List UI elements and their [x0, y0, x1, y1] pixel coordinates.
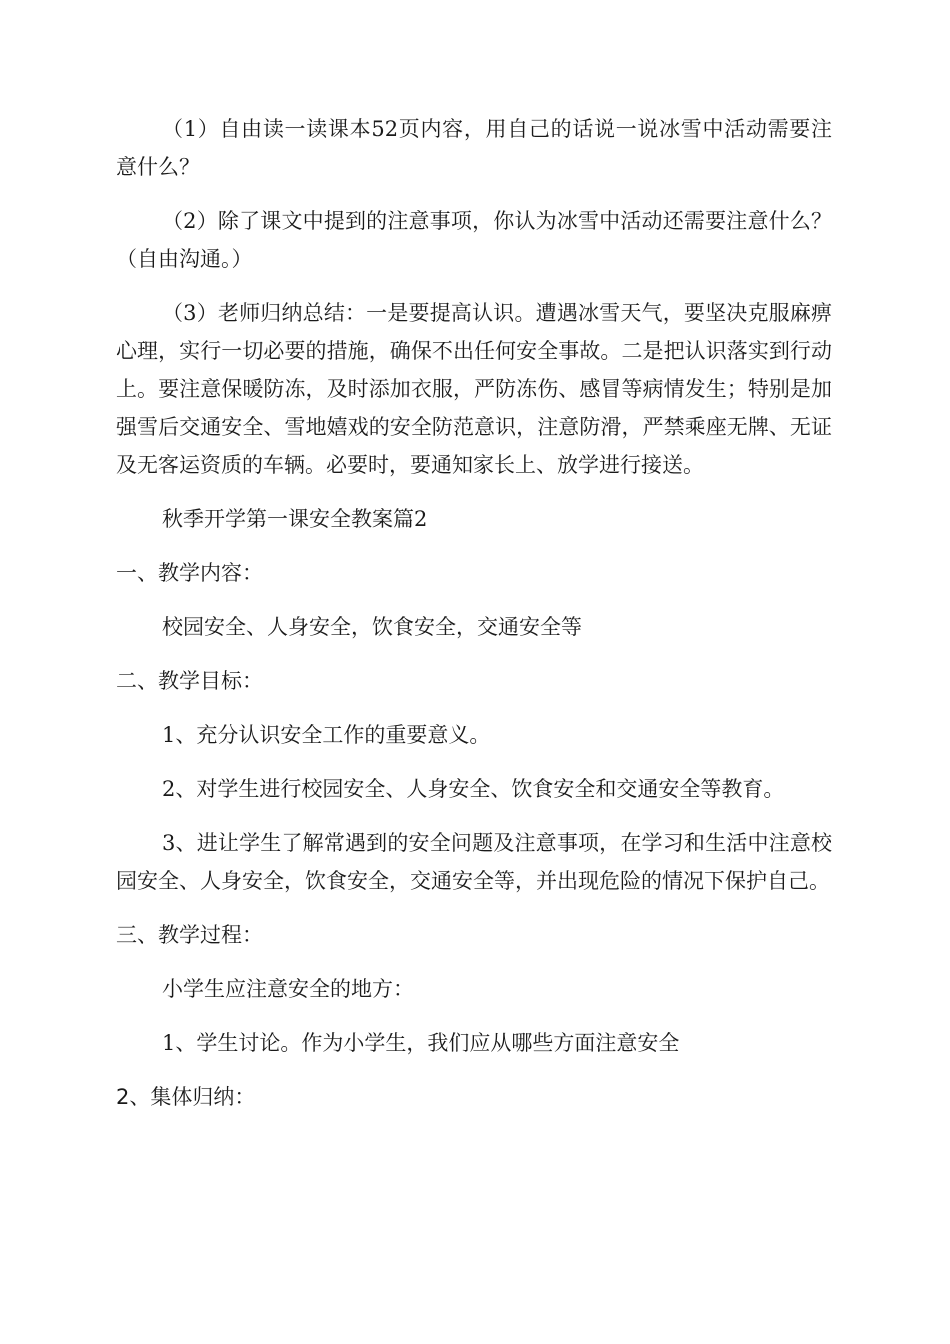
paragraph-teacher-summary: （3）老师归纳总结：一是要提高认识。遭遇冰雪天气，要坚决克服麻痹心理，实行一切必要的措施，确保不出任何安全事故。二是把认识落实到行动上。要注意保暖防冻，及时添加衣服，严防冻伤、感冒等病情发生；特别是加强雪后交通安全、雪地嬉戏的安全防范意识，注意防滑，严禁乘座无牌、无证及无客运资质的车辆。必要时，要通知家长上、放学进行接送。	[116, 301, 832, 477]
goal-item-2: 2、对学生进行校园安全、人身安全、饮食安全和交通安全等教育。	[162, 777, 785, 801]
heading-teaching-content: 一、教学内容：	[116, 561, 263, 585]
goal-item-3: 3、进让学生了解常遇到的安全问题及注意事项，在学习和生活中注意校园安全、人身安全，饮食安全，交通安全等，并出现危险的情况下保护自己。	[116, 831, 832, 893]
paragraph-reading-task: （1）自由读一读课本52页内容，用自己的话说一说冰雪中活动需要注意什么？	[116, 117, 832, 179]
document-page	[116, 110, 832, 1116]
process-item-1: 1、学生讨论。作为小学生，我们应从哪些方面注意安全	[162, 1031, 680, 1055]
goal-item-1: 1、充分认识安全工作的重要意义。	[162, 723, 491, 747]
process-item-2: 2、集体归纳：	[116, 1085, 256, 1109]
paragraph-discussion-task: （2）除了课文中提到的注意事项，你认为冰雪中活动还需要注意什么？（自由沟通。）	[116, 209, 832, 271]
paragraph-teaching-content: 校园安全、人身安全，饮食安全，交通安全等	[162, 615, 582, 639]
section-title: 秋季开学第一课安全教案篇2	[162, 507, 428, 531]
heading-teaching-process: 三、教学过程：	[116, 923, 263, 947]
heading-teaching-goals: 二、教学目标：	[116, 669, 263, 693]
paragraph-safety-places: 小学生应注意安全的地方：	[162, 977, 414, 1001]
